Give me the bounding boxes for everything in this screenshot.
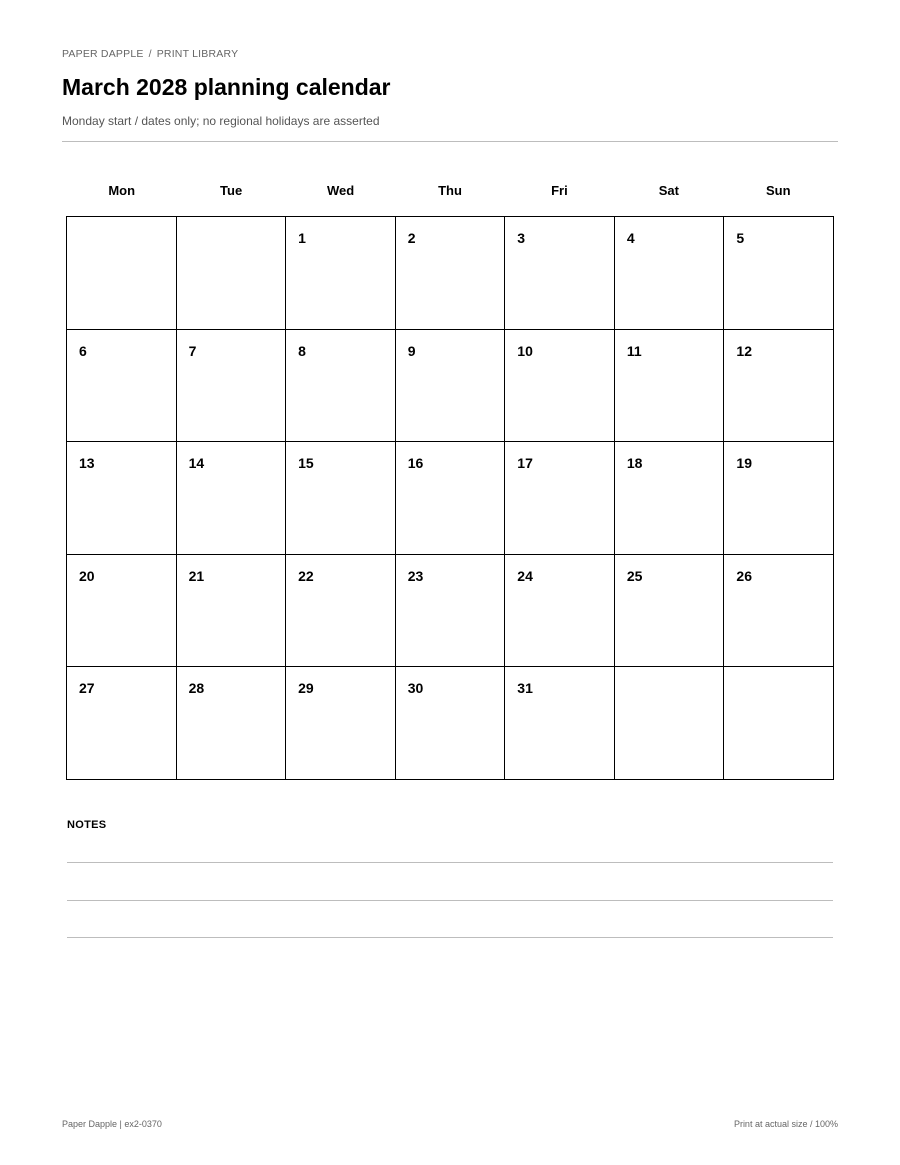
day-cell [505,217,615,330]
day-cell [396,217,506,330]
day-number: 3 [517,230,526,246]
day-cell [505,555,615,668]
day-cell [286,330,396,443]
day-cell [724,330,834,443]
page-title: March 2028 planning calendar [62,74,391,100]
day-number: 11 [626,342,642,359]
day-cell [286,217,396,330]
day-cell [615,442,725,555]
weekday-mon: Mon [108,183,136,198]
day-cell [396,442,506,555]
day-number: 18 [626,455,643,472]
day-number: 30 [407,680,424,697]
day-cell [396,330,506,443]
breadcrumb-site[interactable]: PAPER DAPPLE [62,48,144,60]
day-cell [67,330,177,443]
notes-line [67,937,833,938]
weekday-header-row [67,183,833,198]
day-cell [724,555,834,668]
day-number: 24 [517,567,533,584]
weekday-sat: Sat [658,183,679,198]
notes-label: NOTES [67,819,107,831]
day-cell [505,442,615,555]
day-cell [615,555,725,668]
weekday-wed: Wed [326,183,355,198]
day-number: 27 [79,680,95,697]
day-number: 23 [407,567,424,584]
day-cell [67,555,177,668]
day-number: 4 [626,230,635,246]
day-cell [286,442,396,555]
day-number: 19 [736,455,752,472]
day-cell [286,555,396,668]
day-cell [724,442,834,555]
weekday-fri: Fri [551,183,568,198]
empty-day-cell [67,217,177,330]
day-cell [177,442,287,555]
day-cell [505,330,615,443]
day-number: 12 [736,342,752,359]
empty-day-cell [615,667,725,780]
day-number: 5 [736,230,745,246]
header-divider [62,141,838,142]
day-cell [615,217,725,330]
day-number: 1 [298,230,306,246]
day-number: 21 [188,567,205,584]
day-number: 25 [626,567,643,584]
day-cell [724,217,834,330]
day-cell [67,667,177,780]
empty-day-cell [177,217,287,330]
weekday-tue: Tue [220,183,243,198]
day-cell [177,330,287,443]
breadcrumb [62,48,238,60]
footer-document-id: Paper Dapple | ex2-0370 [62,1119,162,1129]
weekday-thu: Thu [438,183,462,198]
day-number: 31 [517,680,533,697]
notes-line [67,862,833,863]
day-cell [396,667,506,780]
day-number: 2 [407,230,416,246]
day-number: 9 [407,342,416,359]
day-number: 22 [298,567,314,584]
day-number: 10 [517,342,533,359]
day-number: 6 [79,342,87,359]
day-number: 8 [298,342,306,359]
day-cell [177,667,287,780]
day-number: 29 [298,680,314,697]
day-number: 17 [517,455,533,472]
day-number: 13 [79,455,95,472]
day-number: 14 [188,455,205,472]
notes-line [67,900,833,901]
day-cell [177,555,287,668]
calendar-grid [66,216,834,780]
day-number: 15 [298,455,314,472]
breadcrumb-section[interactable]: PRINT LIBRARY [156,48,239,60]
day-cell [67,442,177,555]
day-cell [505,667,615,780]
day-number: 26 [736,567,752,584]
footer-print-instruction: Print at actual size / 100% [733,1119,838,1129]
day-cell [286,667,396,780]
breadcrumb-separator: / [148,48,152,60]
weekday-sun: Sun [765,183,791,198]
day-number: 28 [188,680,205,697]
day-number: 7 [188,342,197,359]
empty-day-cell [724,667,834,780]
day-number: 16 [407,455,424,472]
day-cell [615,330,725,443]
day-number: 20 [79,567,95,584]
page-subtitle: Monday start / dates only; no regional holidays are asserted [62,114,380,128]
day-cell [396,555,506,668]
